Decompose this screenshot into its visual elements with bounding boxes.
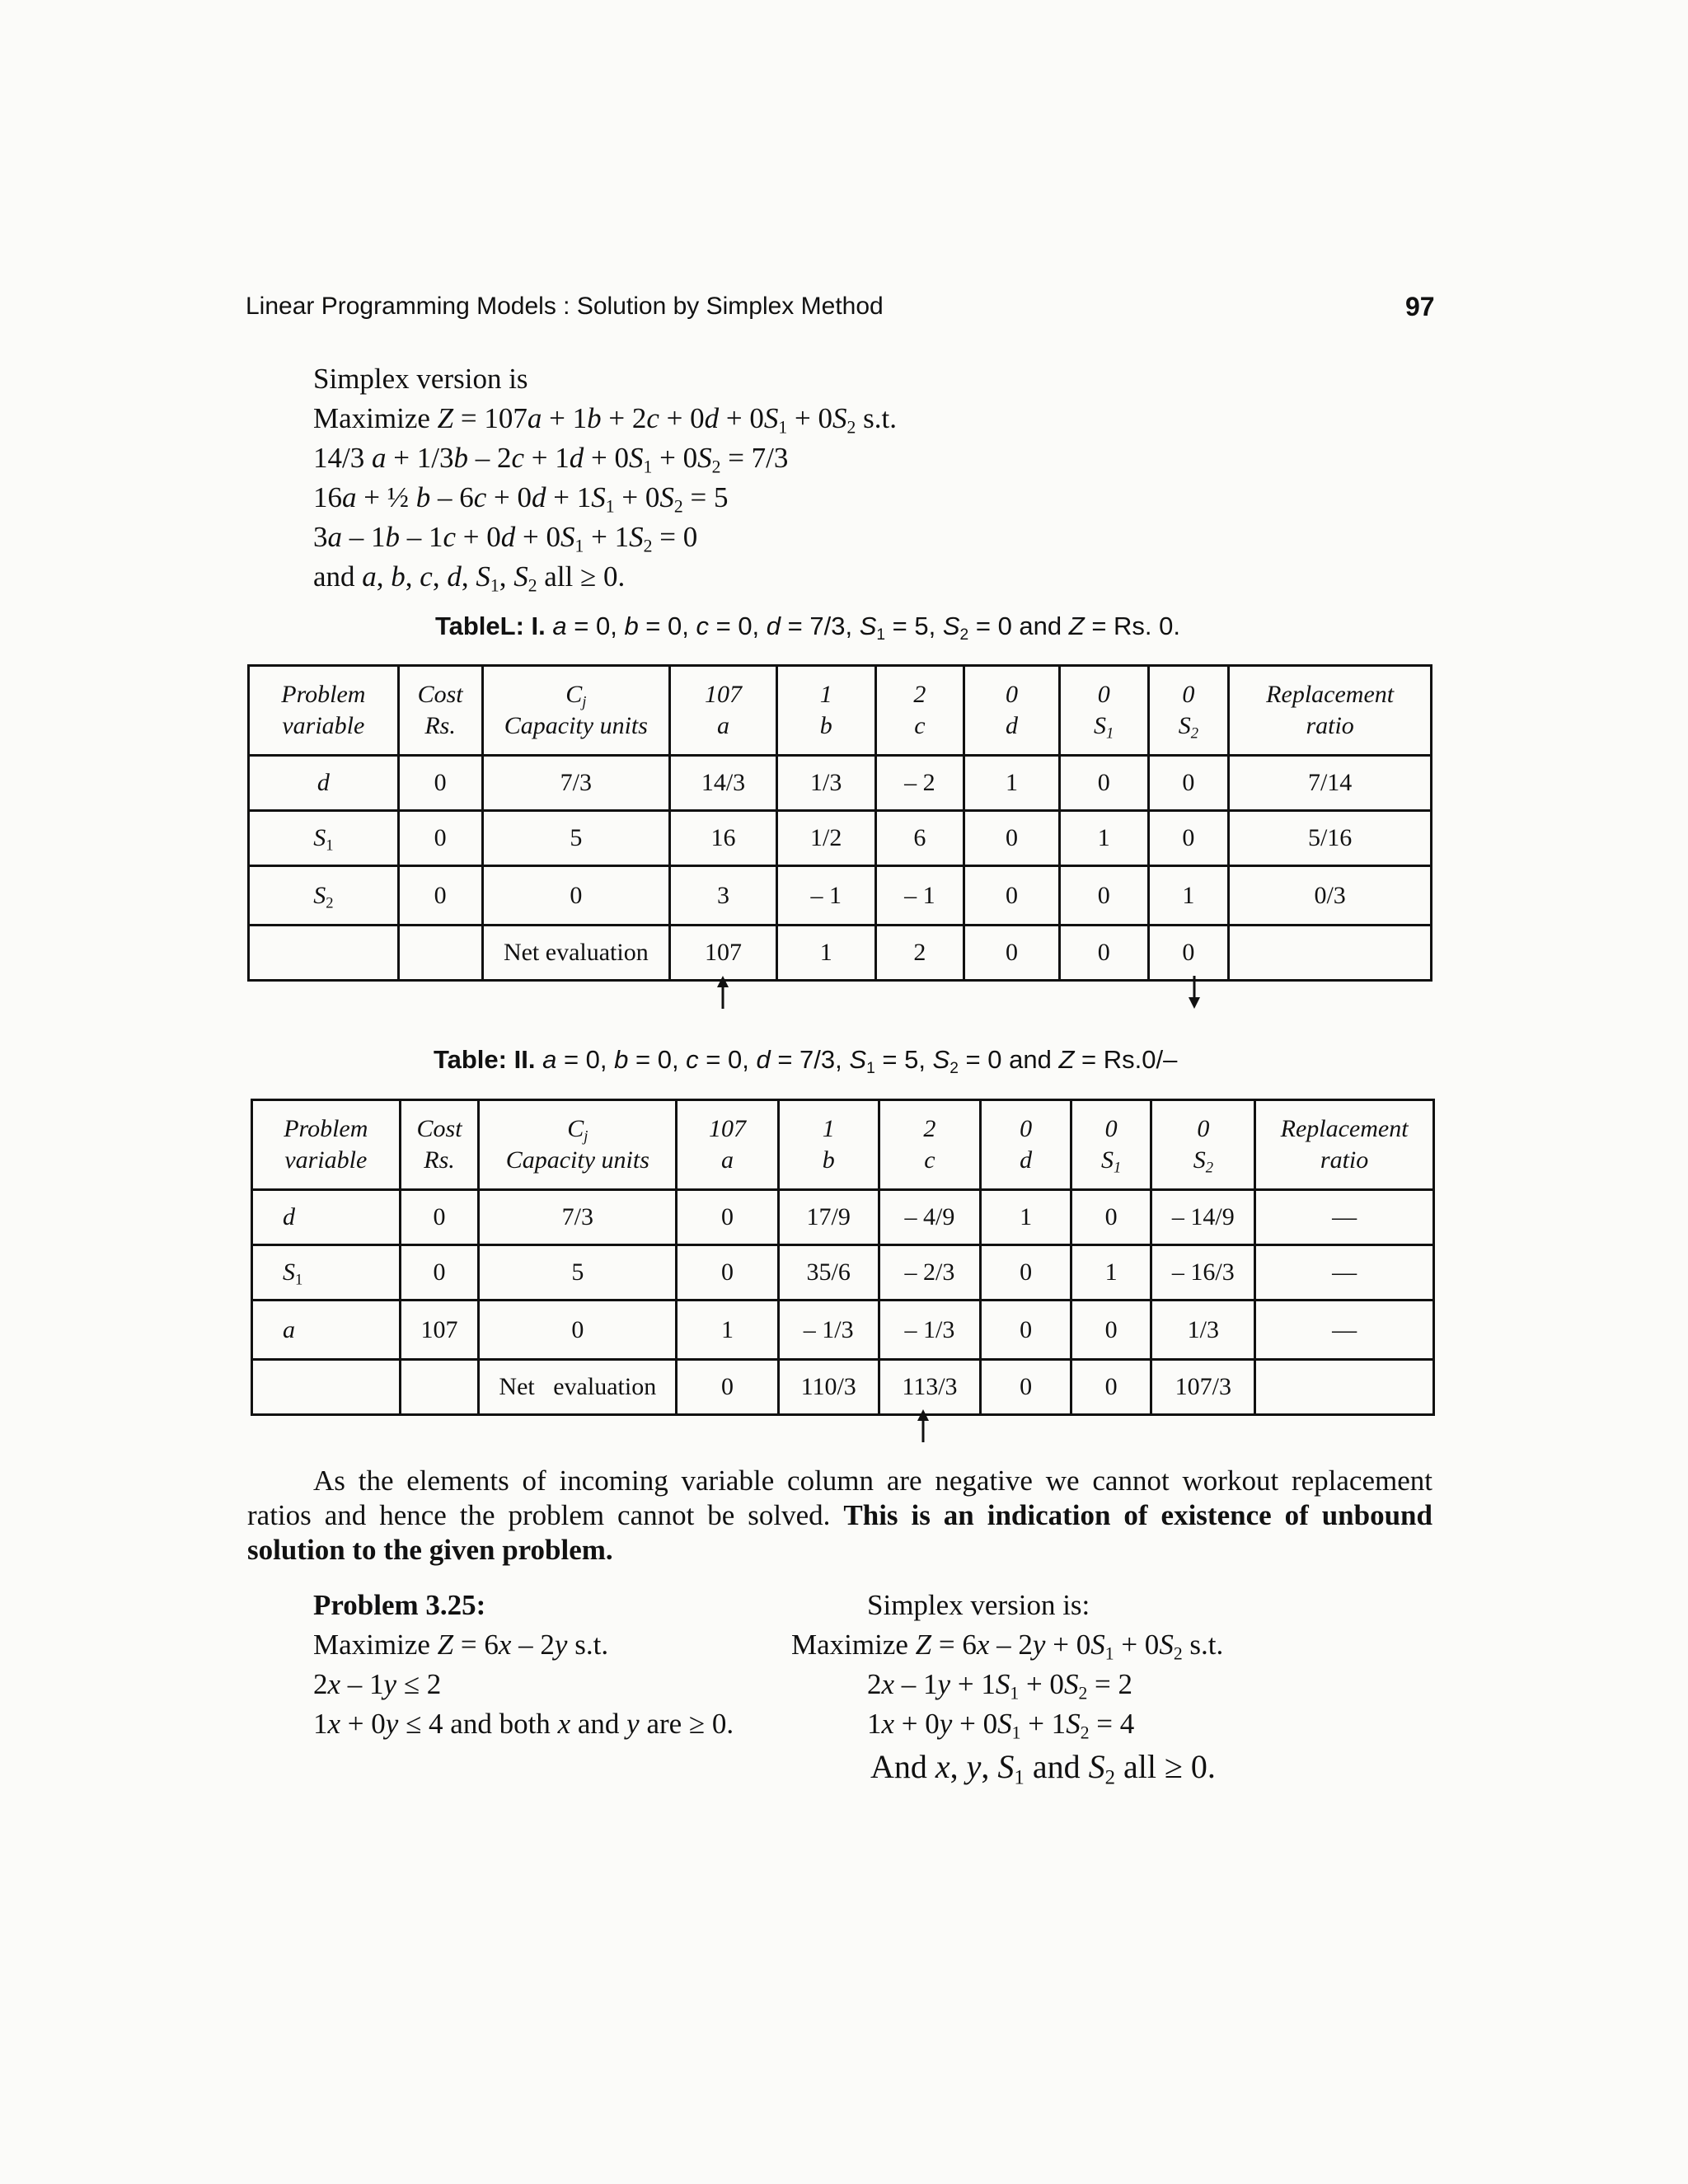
cell: 1/2 (776, 811, 875, 866)
row-variable: a (252, 1301, 401, 1360)
conclusion-paragraph (247, 1464, 1432, 1568)
problem-statement (313, 1586, 734, 1744)
cell: 0 (1071, 1190, 1151, 1245)
cell: – 2 (875, 756, 964, 811)
row-ratio: — (1255, 1245, 1434, 1301)
arrow-up-icon (710, 976, 735, 1009)
net-cell: 0 (981, 1360, 1071, 1415)
intro-line: Simplex version is (313, 363, 528, 395)
row-cost: 0 (398, 756, 482, 811)
net-cell: 110/3 (778, 1360, 879, 1415)
net-cell: 0 (677, 1360, 779, 1415)
row-cost: 0 (400, 1190, 479, 1245)
cell: 0 (1059, 866, 1148, 926)
header-replacement: Replacement ratio (1255, 1100, 1434, 1190)
row-variable: d (252, 1190, 401, 1245)
cell: 0 (1059, 756, 1148, 811)
header-cost: Cost Rs. (398, 666, 482, 756)
header-col-a: 107 a (670, 666, 777, 756)
cell: 0 (981, 1301, 1071, 1360)
table-row (252, 1245, 1434, 1301)
problem-objective: Maximize Z = 6x – 2y s.t. (313, 1629, 609, 1661)
header-col-a: 107 a (677, 1100, 779, 1190)
cell: 1 (964, 756, 1060, 811)
cell: 1 (1071, 1245, 1151, 1301)
cell: 0 (964, 866, 1060, 926)
header-col-b: 1 b (778, 1100, 879, 1190)
cell: 16 (670, 811, 777, 866)
net-cell: 0 (1148, 926, 1229, 981)
cell: 0 (981, 1245, 1071, 1301)
row-ratio: 0/3 (1229, 866, 1432, 926)
cell: 35/6 (778, 1245, 879, 1301)
row-variable: $S_1$ (249, 811, 399, 866)
constraint-3: $3a - 1b - 1c + 0d + 0S_1 + 1S_2 = 0$ (313, 521, 698, 556)
paragraph-text: As the elements of incoming variable column are negative we cannot workout replacement ratios and hence the problem cannot be solved. (247, 1465, 1432, 1531)
net-cell: 107/3 (1151, 1360, 1255, 1415)
cell: – 16/3 (1151, 1245, 1255, 1301)
header-col-s1: 0 $S_1$ (1071, 1100, 1151, 1190)
cell: 1 (981, 1190, 1071, 1245)
cell: – 14/9 (1151, 1190, 1255, 1245)
objective-equation: Maximize $Z = 107a + 1b + 2c + 0d + 0S_1 + 0S_2$ s.t. (313, 402, 897, 438)
header-replacement: Replacement ratio (1229, 666, 1432, 756)
cell: 0 (1148, 811, 1229, 866)
net-evaluation-row (249, 926, 1432, 981)
row-capacity: 0 (482, 866, 670, 926)
cell: 1/3 (776, 756, 875, 811)
table-header-row (249, 666, 1432, 756)
net-cell: 113/3 (879, 1360, 981, 1415)
net-cell: 1 (776, 926, 875, 981)
cell: 1 (1148, 866, 1229, 926)
cell: 0 (677, 1190, 779, 1245)
cell: 3 (670, 866, 777, 926)
cell: – 1 (875, 866, 964, 926)
header-capacity: $C_j$ Capacity units (482, 666, 670, 756)
header-problem-variable: Problem variable (249, 666, 399, 756)
row-ratio: 7/14 (1229, 756, 1432, 811)
blank-cell (249, 926, 399, 981)
row-cost: 0 (400, 1245, 479, 1301)
blank-cell (1229, 926, 1432, 981)
cell: 0 (1148, 756, 1229, 811)
table-header-row (252, 1100, 1434, 1190)
blank-cell (398, 926, 482, 981)
problem-constraint-1: 2x – 1y ≤ 2 (313, 1668, 442, 1700)
table-row (252, 1190, 1434, 1245)
cell: 1 (1059, 811, 1148, 866)
blank-cell (1255, 1360, 1434, 1415)
cell: 0 (964, 811, 1060, 866)
cell: – 4/9 (879, 1190, 981, 1245)
simplex-objective: Maximize $Z = 6x - 2y + 0S_1 + 0S_2$ s.t. (791, 1629, 1224, 1664)
header-col-s1: 0 $S_1$ (1059, 666, 1148, 756)
cell: 14/3 (670, 756, 777, 811)
row-capacity: 0 (479, 1301, 677, 1360)
simplex-table-2 (251, 1099, 1435, 1416)
simplex-constraint-1: $2x - 1y + 1S_1 + 0S_2 = 2$ (867, 1668, 1133, 1704)
page-number: 97 (1405, 292, 1435, 321)
constraint-1: 14/3 $a + 1/3b - 2c + 1d + 0S_1 + 0S_2 = 7/3$ (313, 442, 789, 477)
cell: – 1 (776, 866, 875, 926)
cell: – 1/3 (778, 1301, 879, 1360)
row-cost: 0 (398, 811, 482, 866)
row-capacity: 7/3 (479, 1190, 677, 1245)
table-row (249, 866, 1432, 926)
header-capacity: $C_j$ Capacity units (479, 1100, 677, 1190)
table-row (249, 811, 1432, 866)
row-capacity: 7/3 (482, 756, 670, 811)
table2-caption: Table: II. a = 0, b = 0, c = 0, d = 7/3, $S_1 = 5$, $S_2 = 0$ and Z = Rs.0/– (434, 1045, 1178, 1077)
nonnegativity: and a, b, c, d, $S_1$, $S_2$ all ≥ 0. (313, 560, 626, 596)
row-capacity: 5 (482, 811, 670, 866)
simplex-nonnegativity: And x, y, $S_1$ and $S_2$ all ≥ 0. (870, 1748, 1216, 1789)
simplex-intro (313, 359, 897, 597)
header-col-s2: 0 $S_2$ (1151, 1100, 1255, 1190)
net-cell: 2 (875, 926, 964, 981)
header-col-d: 0 d (964, 666, 1060, 756)
constraint-2: 16a + ½ $b - 6c + 0d + 1S_1 + 0S_2 = 5$ (313, 481, 729, 517)
row-cost: 0 (398, 866, 482, 926)
header-col-d: 0 d (981, 1100, 1071, 1190)
table1-caption: TableL: I. a = 0, b = 0, c = 0, d = 7/3, $S_1 = 5$, $S_2 = 0$ and Z = Rs. 0. (435, 612, 1181, 644)
net-cell: 107 (670, 926, 777, 981)
table-row (249, 756, 1432, 811)
blank-cell (252, 1360, 401, 1415)
net-cell: 0 (1071, 1360, 1151, 1415)
net-evaluation-label: Net evaluation (479, 1360, 677, 1415)
row-variable: d (249, 756, 399, 811)
net-evaluation-label: Net evaluation (482, 926, 670, 981)
header-cost: Cost Rs. (400, 1100, 479, 1190)
row-cost: 107 (400, 1301, 479, 1360)
problem-simplex-version (791, 1586, 1223, 1787)
arrow-up-icon (911, 1409, 935, 1442)
cell: 0 (677, 1245, 779, 1301)
paragraph-bold-text: This is an indication of existence of unbound solution to the given problem. (247, 1499, 1432, 1566)
net-cell: 0 (964, 926, 1060, 981)
table-row (252, 1301, 1434, 1360)
cell: 1 (677, 1301, 779, 1360)
problem-title: Problem 3.25: (313, 1589, 486, 1621)
row-capacity: 5 (479, 1245, 677, 1301)
net-cell: 0 (1059, 926, 1148, 981)
row-ratio: — (1255, 1190, 1434, 1245)
cell: – 1/3 (879, 1301, 981, 1360)
header-col-c: 2 c (879, 1100, 981, 1190)
row-ratio: — (1255, 1301, 1434, 1360)
header-problem-variable: Problem variable (252, 1100, 401, 1190)
simplex-version-title: Simplex version is: (867, 1589, 1090, 1621)
cell: 6 (875, 811, 964, 866)
header-col-s2: 0 $S_2$ (1148, 666, 1229, 756)
simplex-constraint-2: $1x + 0y + 0S_1 + 1S_2 = 4$ (867, 1708, 1135, 1743)
problem-constraint-2: 1x + 0y ≤ 4 and both x and y are ≥ 0. (313, 1708, 734, 1740)
running-title: Linear Programming Models : Solution by Simplex Method (246, 293, 884, 320)
arrow-down-icon (1182, 976, 1207, 1009)
cell: 17/9 (778, 1190, 879, 1245)
header-col-b: 1 b (776, 666, 875, 756)
simplex-table-1 (247, 664, 1432, 982)
row-variable: $S_2$ (249, 866, 399, 926)
cell: – 2/3 (879, 1245, 981, 1301)
row-variable: $S_1$ (252, 1245, 401, 1301)
cell: 0 (1071, 1301, 1151, 1360)
cell: 1/3 (1151, 1301, 1255, 1360)
blank-cell (400, 1360, 479, 1415)
net-evaluation-row (252, 1360, 1434, 1415)
header-col-c: 2 c (875, 666, 964, 756)
row-ratio: 5/16 (1229, 811, 1432, 866)
